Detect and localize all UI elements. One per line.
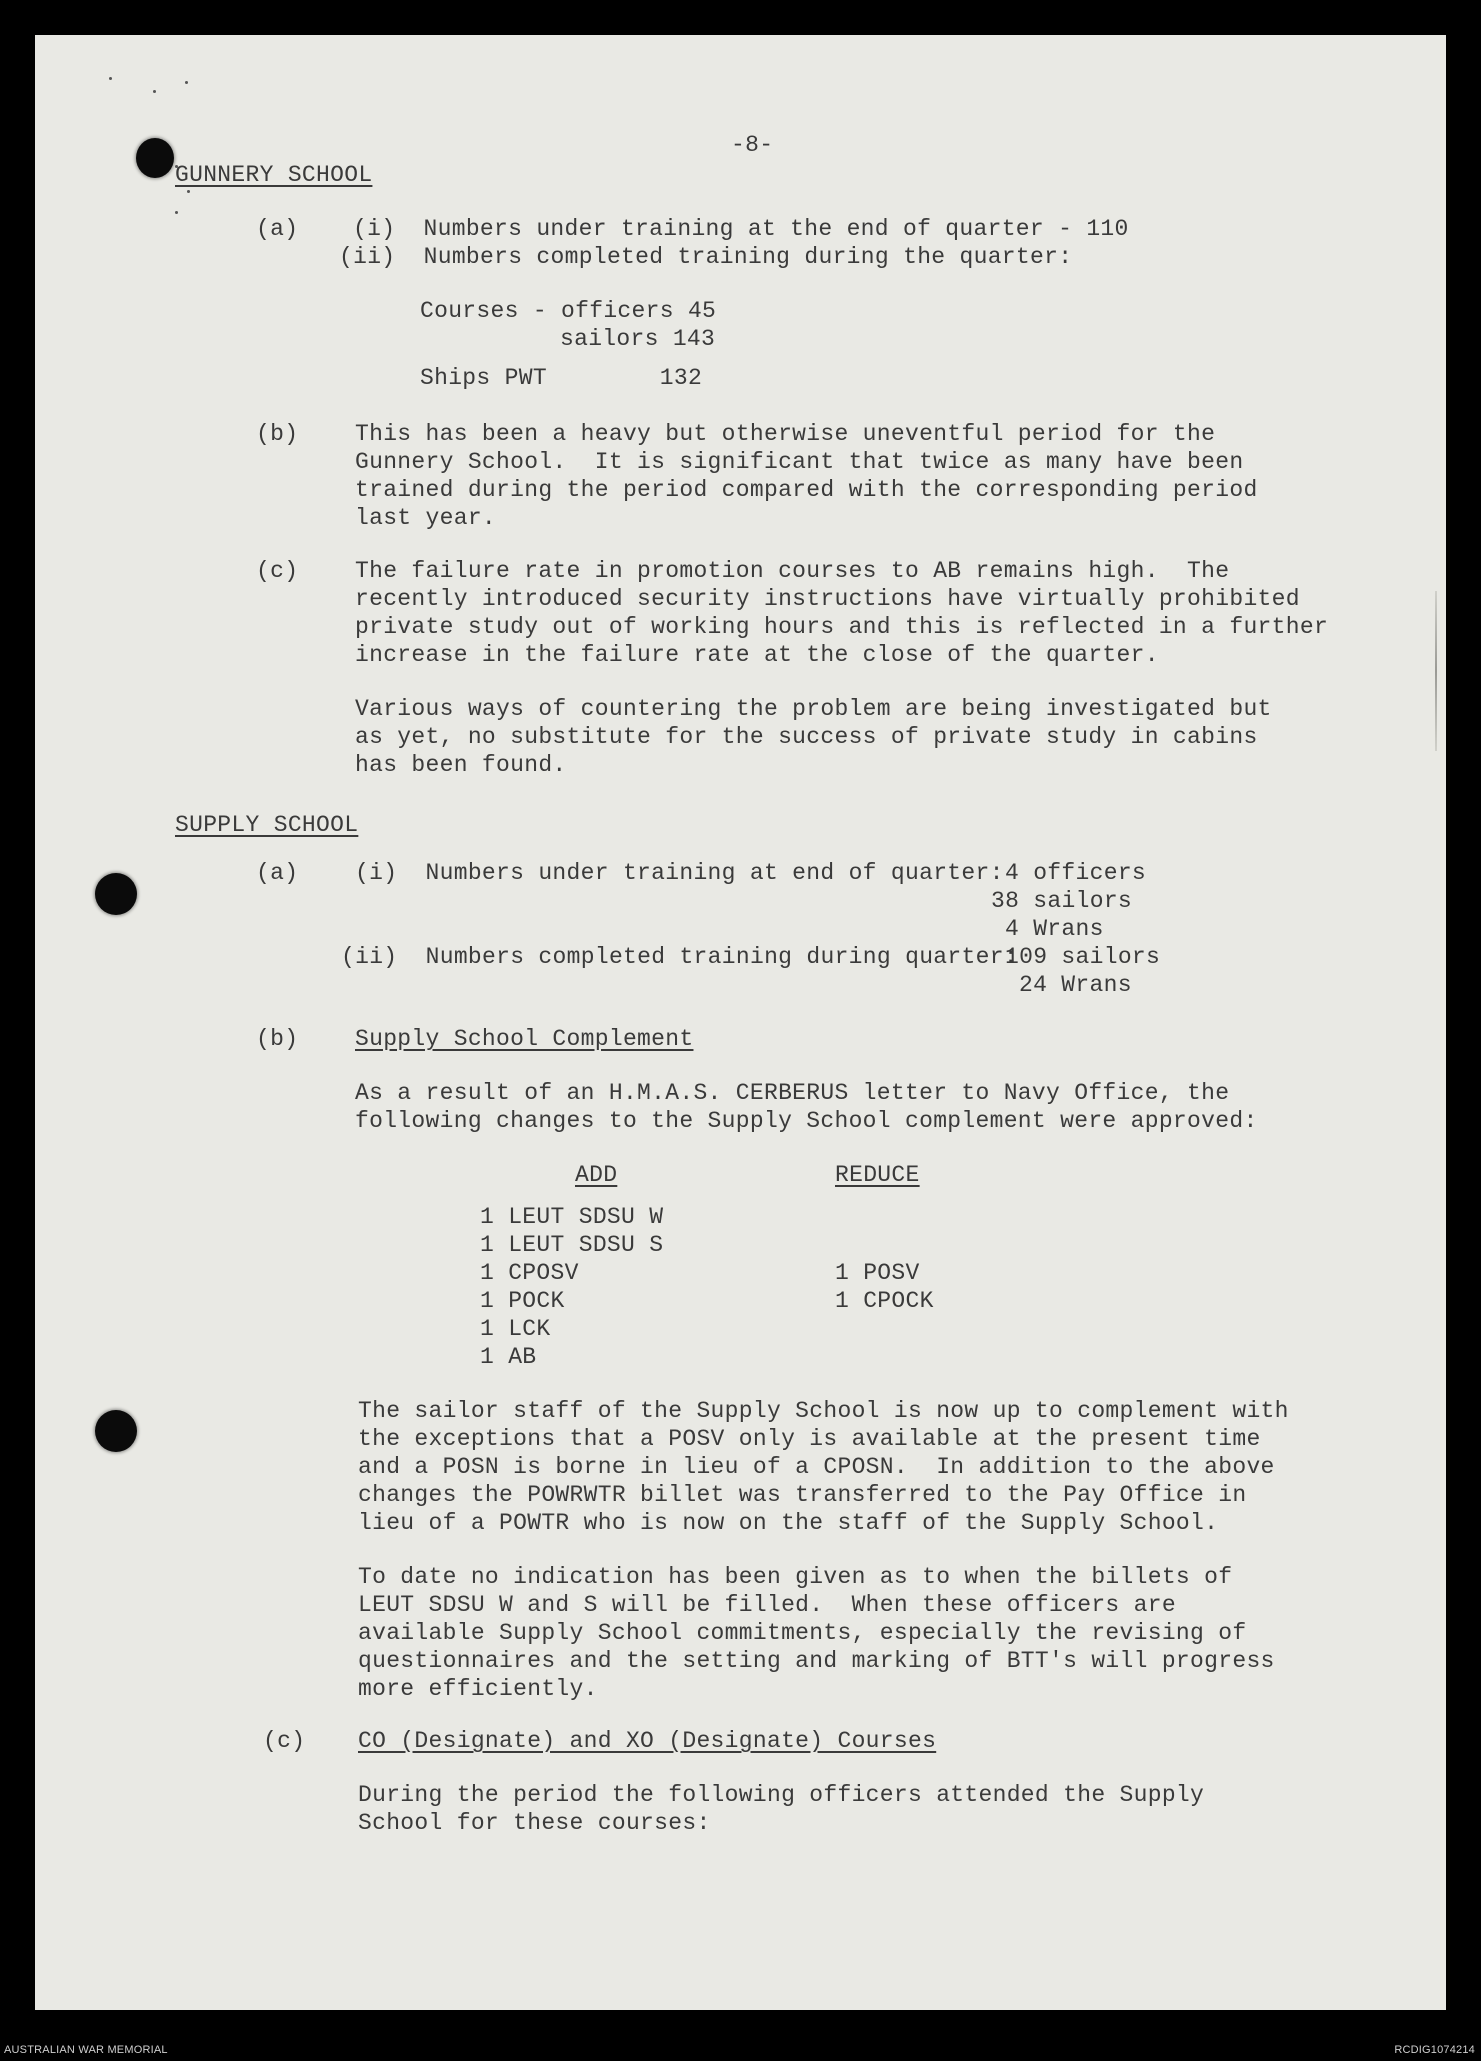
reduce-heading: REDUCE: [835, 1162, 920, 1188]
supply-b-para2-line: To date no indication has been given as to when the billets of: [358, 1564, 1233, 1590]
gunnery-sailors-line: sailors 143: [560, 326, 716, 352]
supply-b-para1-line: the exceptions that a POSV only is available at the present time: [358, 1426, 1261, 1452]
supply-b-para1-line: lieu of a POWTR who is now on the staff of the Supply School.: [358, 1510, 1219, 1536]
add-item: 1 CPOSV: [480, 1260, 579, 1286]
add-item: 1 AB: [480, 1344, 537, 1370]
supply-a-i: (i) Numbers under training at end of quarter:: [355, 860, 1004, 886]
gunnery-heading: GUNNERY SCHOOL: [175, 162, 373, 188]
gunnery-b-label: (b): [256, 421, 299, 447]
supply-a-ii-count: 109 sailors: [1005, 944, 1161, 970]
supply-b-para1-line: changes the POWRWTR billet was transferred to the Pay Office in: [358, 1482, 1247, 1508]
pin-mark: [109, 77, 112, 80]
gunnery-a-i: (i) Numbers under training at the end of quarter - 110: [353, 216, 1129, 242]
gunnery-c2-line: as yet, no substitute for the success of private study in cabins: [355, 724, 1258, 750]
footer-archive-name: AUSTRALIAN WAR MEMORIAL: [4, 2044, 168, 2056]
supply-c-line: During the period the following officers attended the Supply: [358, 1782, 1205, 1808]
supply-heading: SUPPLY SCHOOL: [175, 812, 359, 838]
gunnery-c-line: private study out of working hours and this is reflected in a further: [355, 614, 1329, 640]
supply-b-para2-line: available Supply School commitments, especially the revising of: [358, 1620, 1247, 1646]
add-item: 1 LCK: [480, 1316, 551, 1342]
supply-b-para1-line: The sailor staff of the Supply School is now up to complement with: [358, 1398, 1289, 1424]
gunnery-b-line: This has been a heavy but otherwise uneventful period for the: [355, 421, 1216, 447]
gunnery-courses-line: Courses - officers 45: [420, 298, 717, 324]
pin-mark: [185, 81, 188, 84]
supply-b-intro: following changes to the Supply School complement were approved:: [355, 1108, 1258, 1134]
gunnery-ships-line: Ships PWT 132: [420, 365, 703, 391]
supply-b-para2-line: more efficiently.: [358, 1676, 598, 1702]
supply-b-para2-line: LEUT SDSU W and S will be filled. When these officers are: [358, 1592, 1176, 1618]
add-item: 1 LEUT SDSU S: [480, 1232, 664, 1258]
pin-mark: [153, 90, 156, 93]
supply-a-i-count: 38 sailors: [991, 888, 1133, 914]
gunnery-c-label: (c): [256, 558, 299, 584]
supply-a-ii: (ii) Numbers completed training during quarter:: [341, 944, 1018, 970]
supply-a-label: (a): [256, 860, 299, 886]
add-item: 1 LEUT SDSU W: [480, 1204, 664, 1230]
supply-b-intro: As a result of an H.M.A.S. CERBERUS letter to Navy Office, the: [355, 1080, 1230, 1106]
punch-hole: [95, 1410, 137, 1452]
punch-hole: [95, 873, 137, 915]
supply-a-ii-count: 24 Wrans: [1019, 972, 1132, 998]
paper-edge-shadow: [1435, 591, 1437, 751]
gunnery-c2-line: has been found.: [355, 752, 567, 778]
supply-b-heading: Supply School Complement: [355, 1026, 694, 1052]
reduce-item: 1 CPOCK: [835, 1288, 934, 1314]
gunnery-a-label: (a): [256, 216, 299, 242]
gunnery-b-line: trained during the period compared with the corresponding period: [355, 477, 1258, 503]
add-heading: ADD: [575, 1162, 618, 1188]
footer-record-id: RCDIG1074214: [1394, 2044, 1475, 2056]
supply-b-para2-line: questionnaires and the setting and marking of BTT's will progress: [358, 1648, 1275, 1674]
add-item: 1 POCK: [480, 1288, 565, 1314]
supply-a-i-count: 4 officers: [1005, 860, 1147, 886]
document-page: [35, 35, 1446, 2010]
gunnery-c2-line: Various ways of countering the problem are being investigated but: [355, 696, 1272, 722]
supply-c-heading: CO (Designate) and XO (Designate) Courses: [358, 1728, 937, 1754]
supply-b-label: (b): [256, 1026, 299, 1052]
gunnery-b-line: Gunnery School. It is significant that twice as many have been: [355, 449, 1244, 475]
supply-c-label: (c): [263, 1728, 306, 1754]
supply-b-para1-line: and a POSN is borne in lieu of a CPOSN. In addition to the above: [358, 1454, 1275, 1480]
gunnery-a-ii: (ii) Numbers completed training during the quarter:: [339, 244, 1073, 270]
page-number: -8-: [731, 132, 774, 158]
gunnery-b-line: last year.: [355, 505, 497, 531]
supply-a-i-count: 4 Wrans: [1005, 916, 1104, 942]
gunnery-c-line: recently introduced security instructions have virtually prohibited: [355, 586, 1300, 612]
pin-mark: [187, 190, 190, 193]
supply-c-line: School for these courses:: [358, 1810, 711, 1836]
gunnery-c-line: increase in the failure rate at the close of the quarter.: [355, 642, 1159, 668]
pin-mark: [175, 211, 178, 214]
punch-hole: [136, 138, 174, 178]
reduce-item: 1 POSV: [835, 1260, 920, 1286]
gunnery-c-line: The failure rate in promotion courses to AB remains high. The: [355, 558, 1230, 584]
